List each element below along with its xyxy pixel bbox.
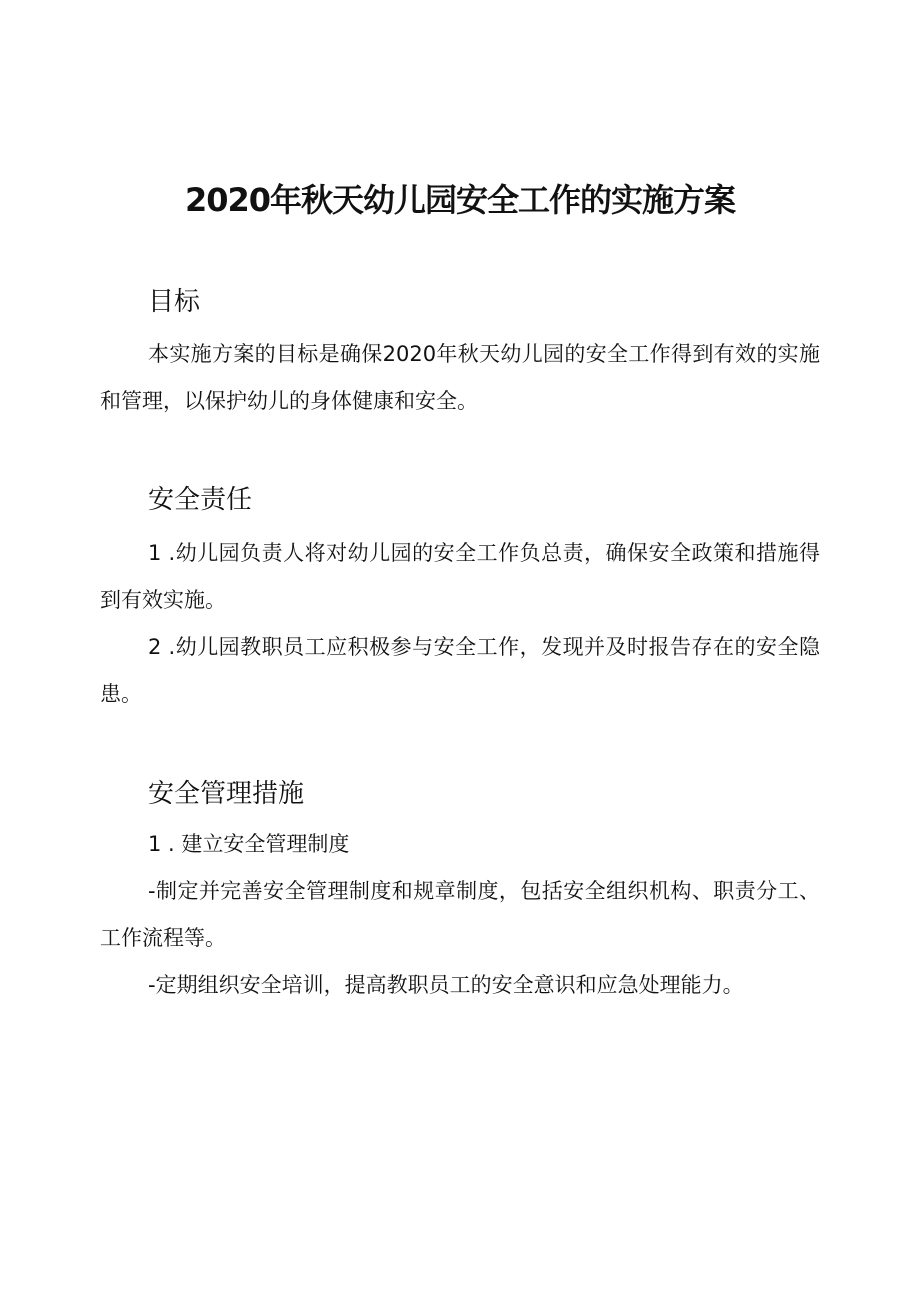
- section-heading-measures: 安全管理措施: [148, 779, 305, 809]
- responsibility-item-2: 2 .幼儿园教职员工应积极参与安全工作，发现并及时报告存在的安全隐患。: [100, 635, 820, 706]
- document-title: 2020年秋天幼儿园安全工作的实施方案: [184, 181, 736, 219]
- measures-bullet-1: -制定并完善安全管理制度和规章制度，包括安全组织机构、职责分工、工作流程等。: [100, 879, 820, 950]
- section-heading-responsibility: 安全责任: [148, 485, 253, 515]
- measures-bullet-2: -定期组织安全培训，提高教职员工的安全意识和应急处理能力。: [148, 973, 744, 997]
- goal-paragraph: 本实施方案的目标是确保2020年秋天幼儿园的安全工作得到有效的实施和管理，以保护幼儿的身体健康和安全。: [100, 342, 820, 413]
- section-heading-goal: 目标: [148, 287, 201, 317]
- measures-subheading: 1 . 建立安全管理制度: [148, 832, 350, 856]
- responsibility-item-1: 1 .幼儿园负责人将对幼儿园的安全工作负总责，确保安全政策和措施得到有效实施。: [100, 541, 820, 612]
